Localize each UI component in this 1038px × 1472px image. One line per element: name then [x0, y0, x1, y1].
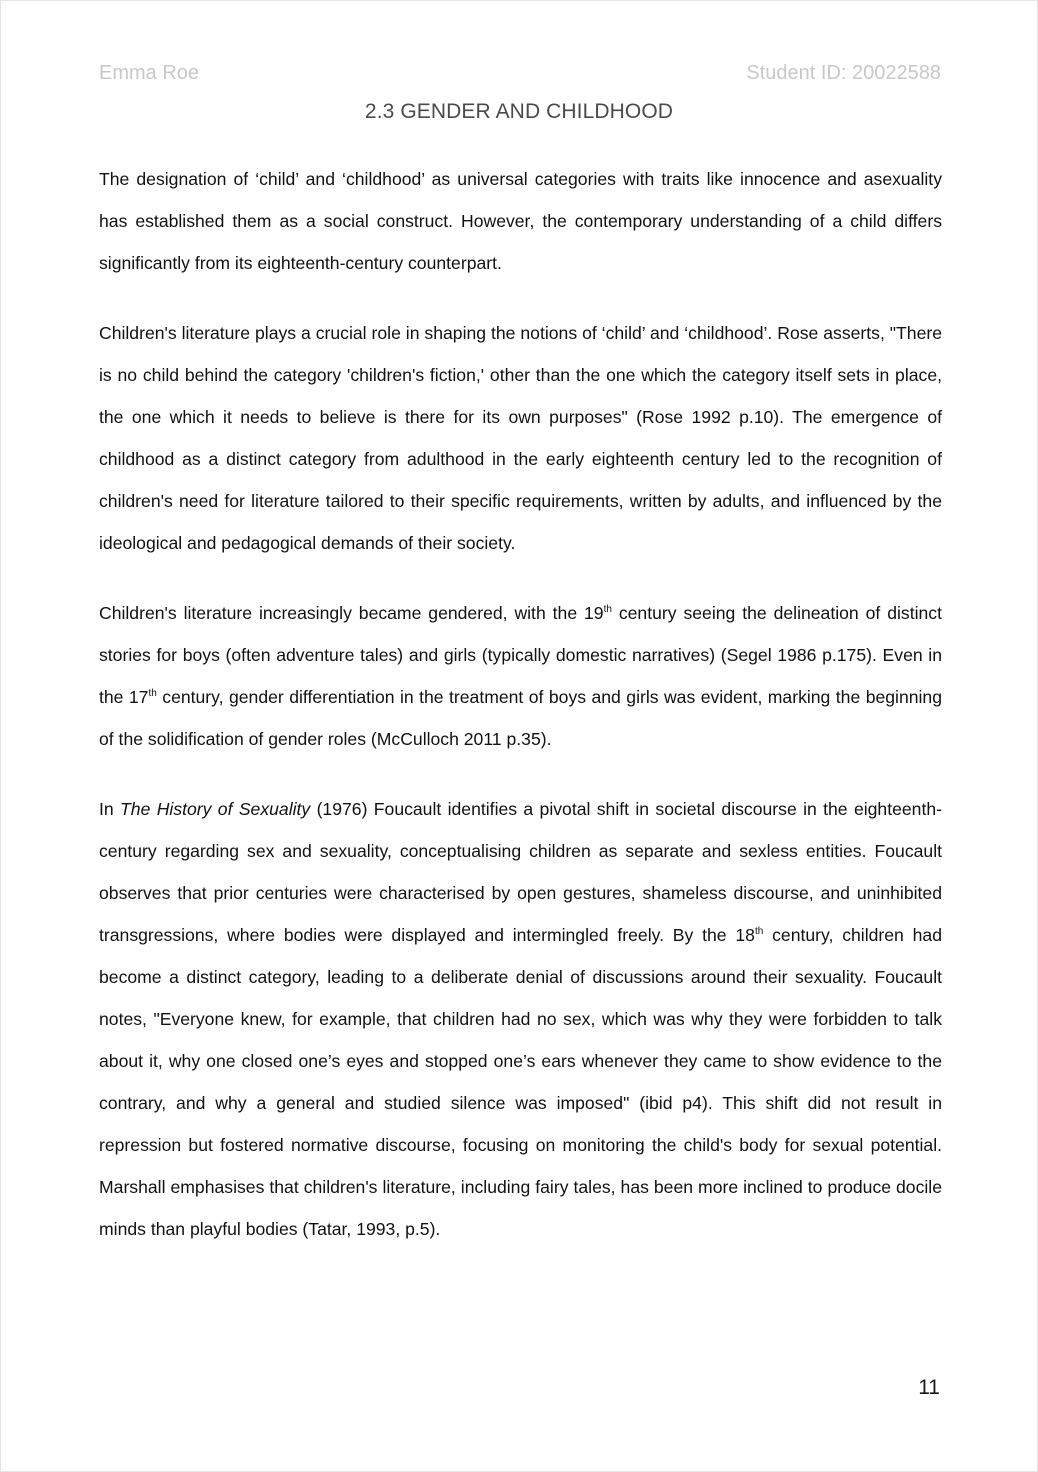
superscript-th: th [754, 926, 764, 938]
paragraph-1: The designation of ‘child’ and ‘childhood’ as universal categories with traits like innocence and asexuality has established them as a social construct. However, the contemporary understanding of a child differs significantly from its eighteenth-century counterpart. [99, 169, 942, 273]
superscript-th: th [148, 688, 157, 700]
header-author: Emma Roe [99, 62, 200, 84]
superscript-th: th [603, 604, 612, 616]
paragraph-4-text-c: century, children had become a distinct category, leading to a deliberate denial of discussions around their sexuality. Foucault notes, "Everyone knew, for example, that children had no sex, which was why they were forbidden to talk about it, why one closed one’s eyes and stopped one’s ears whenever they came to show evidence to the contrary, and why a general and studied silence was imposed" (ibid p4). This shift did not result in repression but fostered normative discourse, focusing on monitoring the child's body for sexual potential. Marshall emphasises that children's literature, including fairy tales, has been more inclined to produce docile minds than playful bodies (Tatar, 1993, p.5). [99, 925, 942, 1239]
paragraph-3-text-c: century, gender differentiation in the treatment of boys and girls was evident, marking the beginning of the solidification of gender roles (McCulloch 2011 p.35). [99, 687, 942, 749]
book-title: The History of Sexuality [120, 799, 311, 819]
header-student-id: Student ID: 20022588 [746, 62, 941, 84]
paragraph-3 [99, 592, 942, 760]
paragraph-4-text-a: In [99, 799, 121, 819]
paragraph-2: Children's literature plays a crucial role in shaping the notions of ‘child’ and ‘childhood’. Rose asserts, "There is no child behind the category 'children's fiction,' other than the one which the category itself sets in place, the one which it needs to believe is there for its own purposes" (Rose 1992 p.10). The emergence of childhood as a distinct category from adulthood in the early eighteenth century led to the recognition of children's need for literature tailored to their specific requirements, written by adults, and influenced by the ideological and pedagogical demands of their society. [99, 323, 942, 553]
section-title: 2.3 GENDER AND CHILDHOOD [364, 100, 674, 123]
paragraph-3-text-b: century seeing the delineation of distinct stories for boys (often adventure tales) and girls (typically domestic narratives) (Segel 1986 p.175). Even in the 17 [99, 603, 942, 707]
paragraph-4 [99, 788, 942, 1250]
paragraph-4-text-b: (1976) Foucault identifies a pivotal shift in societal discourse in the eighteenth-century regarding sex and sexuality, conceptualising children as separate and sexless entities. Foucault observes that prior centuries were characterised by open gestures, shameless discourse, and uninhibited transgressions, where bodies were displayed and intermingled freely. By the 18 [99, 799, 942, 945]
body-text [99, 158, 942, 1278]
paragraph-3-text-a: Children's literature increasingly became gendered, with the 19 [99, 603, 604, 623]
page-number: 11 [918, 1376, 940, 1399]
